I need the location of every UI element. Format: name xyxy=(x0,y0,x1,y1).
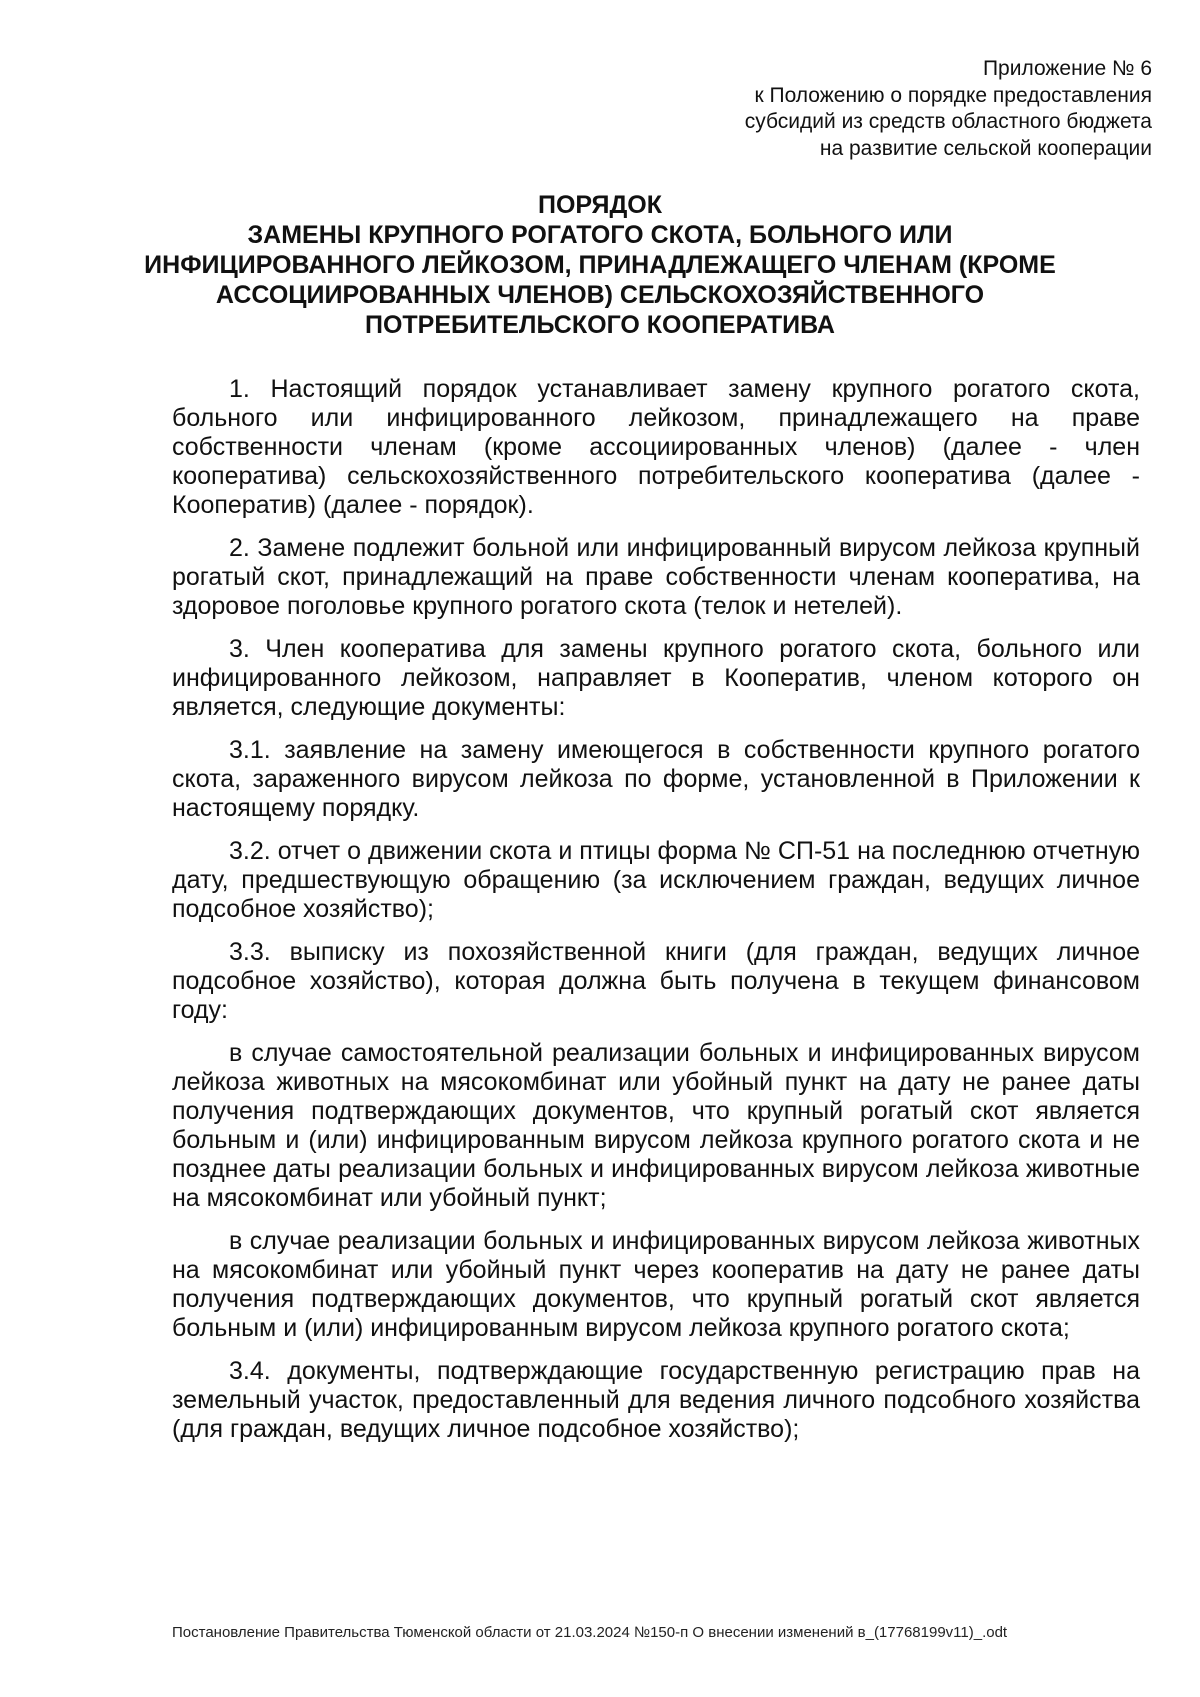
annex-header xyxy=(552,56,1152,162)
annex-line-1: Приложение № 6 xyxy=(982,57,1152,80)
document-body xyxy=(172,375,1140,1458)
paragraph-2: 2. Замене подлежит больной или инфицированный вирусом лейкоза крупный рогатый скот, принадлежащий на праве собственности членам кооператива, на здоровое поголовье крупного рогатого скота (телок и нетелей). xyxy=(172,534,1140,620)
annex-line-3: субсидий из средств областного бюджета xyxy=(744,110,1152,133)
annex-line-4: на развитие сельской кооперации xyxy=(819,136,1152,160)
document-title xyxy=(140,190,1060,340)
paragraph-3-3-case-self: в случае самостоятельной реализации больных и инфицированных вирусом лейкоза животных на мясокомбинат или убойный пункт на дату не ранее даты получения подтверждающих документов, что крупный рогатый скот является больным и (или) инфицированным вирусом лейкоза крупного рогатого скота и не позднее даты реализации больных и инфицированных вирусом лейкоза животные на мясокомбинат или убойный пункт; xyxy=(172,1039,1140,1212)
paragraph-3-3-case-cooperative: в случае реализации больных и инфицированных вирусом лейкоза животных на мясокомбинат или убойный пункт через кооператив на дату не ранее даты получения подтверждающих документов, что крупный рогатый скот является больным и (или) инфицированным вирусом лейкоза крупного рогатого скота; xyxy=(172,1227,1140,1342)
paragraph-3-1: 3.1. заявление на замену имеющегося в собственности крупного рогатого скота, зараженного вирусом лейкоза по форме, установленной в Приложении к настоящему порядку. xyxy=(172,736,1140,822)
title-line-3: ИНФИЦИРОВАННОГО ЛЕЙКОЗОМ, ПРИНАДЛЕЖАЩЕГО ЧЛЕНАМ (КРОМЕ xyxy=(144,251,1056,279)
paragraph-3-3: 3.3. выписку из похозяйственной книги (для граждан, ведущих личное подсобное хозяйство), которая должна быть получена в текущем финансовом году: xyxy=(172,938,1140,1024)
title-line-5: ПОТРЕБИТЕЛЬСКОГО КООПЕРАТИВА xyxy=(365,311,835,339)
title-line-2: ЗАМЕНЫ КРУПНОГО РОГАТОГО СКОТА, БОЛЬНОГО ИЛИ xyxy=(247,221,953,249)
paragraph-3-4: 3.4. документы, подтверждающие государственную регистрацию прав на земельный участок, предоставленный для ведения личного подсобного хозяйства (для граждан, ведущих личное подсобное хозяйство); xyxy=(172,1357,1140,1443)
annex-line-2: к Положению о порядке предоставления xyxy=(754,83,1152,107)
paragraph-1: 1. Настоящий порядок устанавливает замену крупного рогатого скота, больного или инфицированного лейкозом, принадлежащего на праве собственности членам (кроме ассоциированных членов) (далее - член кооператива) сельскохозяйственного потребительского кооператива (далее - Кооператив) (далее - порядок). xyxy=(172,375,1140,519)
page-footer: Постановление Правительства Тюменской области от 21.03.2024 №150-п О внесении изменений в_(17768199v11)_.odt xyxy=(172,1624,1008,1641)
paragraph-3-2: 3.2. отчет о движении скота и птицы форма № СП-51 на последнюю отчетную дату, предшествующую обращению (за исключением граждан, ведущих личное подсобное хозяйство); xyxy=(172,837,1140,923)
title-line-1: ПОРЯДОК xyxy=(538,191,662,219)
paragraph-3: 3. Член кооператива для замены крупного рогатого скота, больного или инфицированного лейкозом, направляет в Кооператив, членом которого он является, следующие документы: xyxy=(172,635,1140,721)
title-line-4: АССОЦИИРОВАННЫХ ЧЛЕНОВ) СЕЛЬСКОХОЗЯЙСТВЕННОГО xyxy=(215,281,985,309)
